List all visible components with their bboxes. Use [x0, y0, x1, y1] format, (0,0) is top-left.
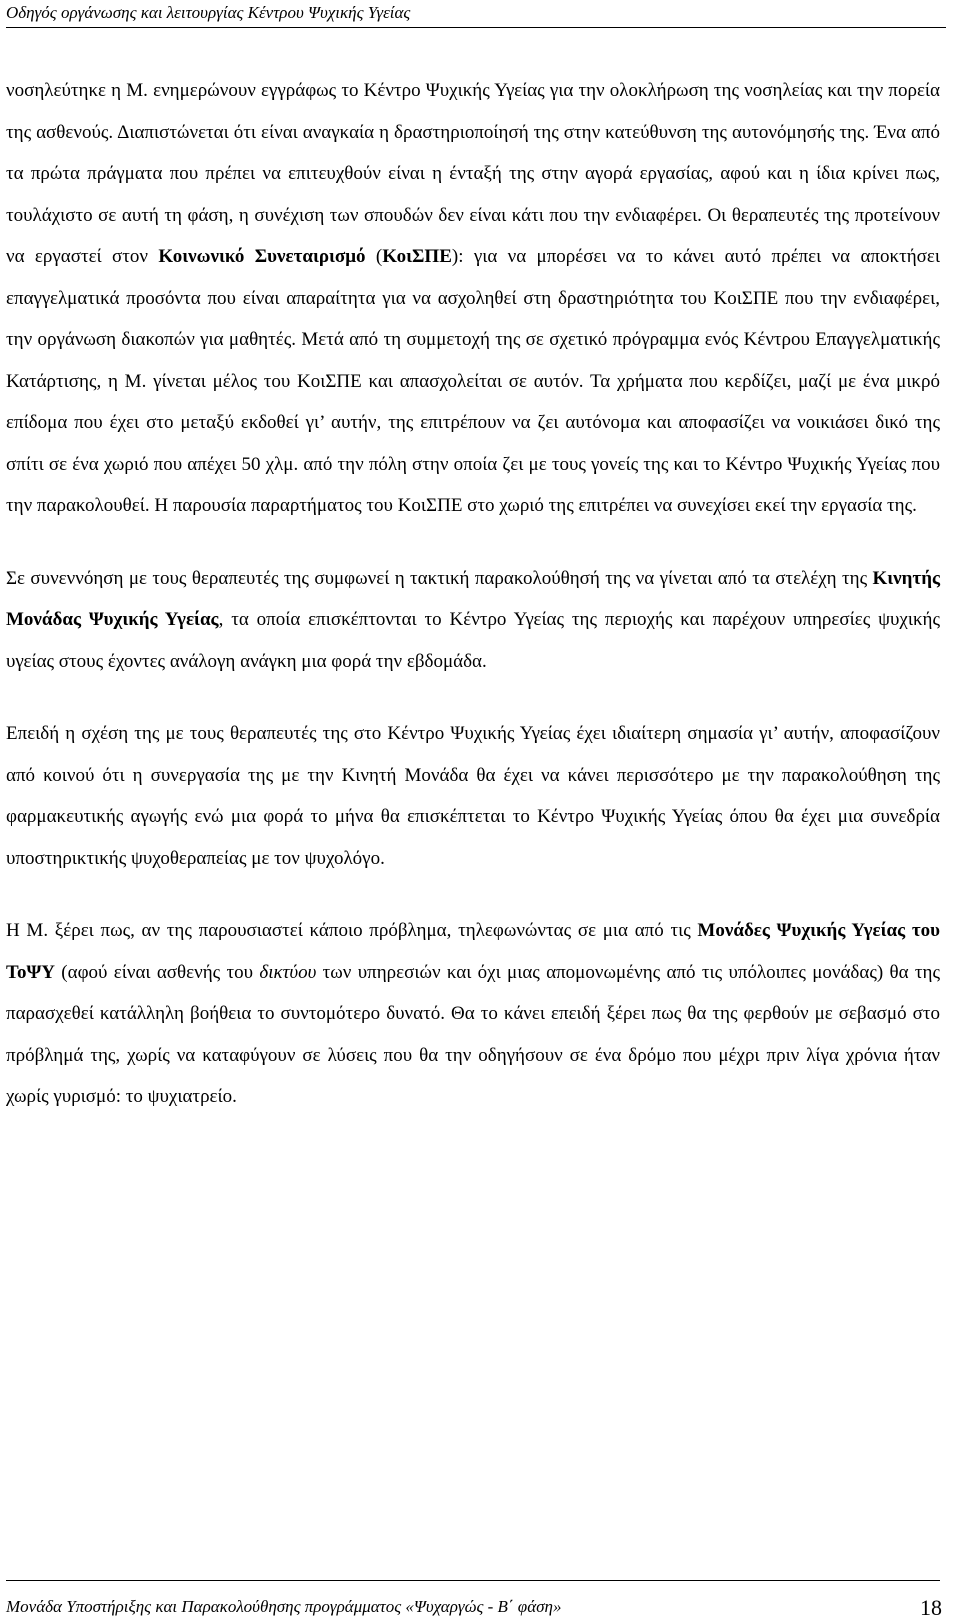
paragraph-1-text-a: νοσηλεύτηκε η Μ. ενημερώνουν εγγράφως το Κέντρο Ψυχικής Υγείας για την ολοκλήρωση της νοσηλείας και την πορεία της ασθενούς. Διαπιστώνεται ότι είναι αναγκαία η δραστηριοποίησή της στην κατεύθυνση της αυτονόμησής της. Ένα από τα πρώτα πράγματα που πρέπει να επιτευχθούν είναι η ένταξή της στην αγορά εργασίας, αφού και η ίδια κρίνει πως, τουλάχιστο σε αυτή τη φάση, η συνέχιση των σπουδών δεν είναι κάτι που την ενδιαφέρει. Οι θεραπευτές της προτείνουν να εργαστεί στον: [6, 80, 940, 267]
page-number: 18: [920, 1595, 942, 1620]
paragraph-1-text-c: (: [365, 246, 383, 267]
paragraph-4-text-d: των υπηρεσιών και όχι μιας απομονωμένης από τις υπόλοιπες μονάδας) θα της παρασχεθεί κατάλληλη βοήθεια το συντομότερο δυνατό. Θα το κάνει επειδή ξέρει πως θα της φερθούν με σεβασμό στο πρόβλημά της, χωρίς να καταφύγουν σε λύσεις που θα την οδηγήσουν σε ένα δρόμο που μέχρι πριν λίγα χρόνια ήταν χωρίς γυρισμό: το ψυχιατρείο.: [6, 961, 940, 1107]
paragraph-3-text-a: Επειδή η σχέση της με τους θεραπευτές της στο Κέντρο Ψυχικής Υγείας έχει ιδιαίτερη σημασία γι’ αυτήν, αποφασίζουν από κοινού ότι η συνεργασία της με την Κινητή Μονάδα θα έχει να κάνει περισσότερο με την παρακολούθηση της φαρμακευτικής αγωγής ενώ μια φορά το μήνα θα επισκέπτεται το Κέντρο Ψυχικής Υγείας όπου θα έχει μια συνεδρία υποστηρικτικής ψυχοθεραπείας με τον ψυχολόγο.: [6, 723, 940, 869]
footer-rule: [6, 1580, 940, 1581]
document-body: [6, 70, 940, 1149]
paragraph-2-text-c: , τα οποία επισκέπτονται το Κέντρο Υγείας της περιοχής και παρέχουν υπηρεσίες ψυχικής υγείας στους έχοντες ανάλογη ανάγκη μια φορά την εβδομάδα.: [6, 609, 940, 672]
footer-text: Μονάδα Υποστήριξης και Παρακολούθησης προγράμματος «Ψυχαργώς - Β΄ φάση»: [6, 1597, 562, 1616]
paragraph-4-text-a: Η Μ. ξέρει πως, αν της παρουσιαστεί κάποιο πρόβλημα, τηλεφωνώντας σε μια από τις: [6, 920, 698, 941]
paragraph-3: [6, 713, 940, 879]
kiniti-monada-bold: Κινητής Μονάδας Ψυχικής Υγείας: [6, 567, 940, 630]
paragraph-2: [6, 558, 940, 683]
monades-psyxikis-ygeias-bold: Μονάδες Ψυχικής Υγείας του ΤοΨΥ: [6, 920, 941, 983]
paragraph-1-text-d: ): για να μπορέσει να το κάνει αυτό πρέπει να αποκτήσει επαγγελματικά προσόντα που είναι απαραίτητα για να ασχοληθεί στη δραστηριότητα του ΚοιΣΠΕ που την ενδιαφέρει, την οργάνωση διακοπών για μαθητές. Μετά από τη συμμετοχή της σε σχετικό πρόγραμμα ενός Κέντρου Επαγγελματικής Κατάρτισης, η Μ. γίνεται μέλος του ΚοιΣΠΕ και απασχολείται σε αυτόν. Τα χρήματα που κερδίζει, μαζί με ένα μικρό επίδομα που έχει στο μεταξύ εκδοθεί γι’ αυτήν, της επιτρέπουν να ζει αυτόνομα και αποφασίζει να νοικιάσει δικό της σπίτι σε ένα χωριό που απέχει 50 χλμ. από την πόλη στην οποία ζει με τους γονείς της και το Κέντρο Ψυχικής Υγείας που την παρακολουθεί. Η παρουσία παραρτήματος του ΚοιΣΠΕ στο χωριό της επιτρέπει να συνεχίσει εκεί την εργασία της.: [6, 246, 940, 516]
paragraph-4: [6, 910, 940, 1118]
koinoniko-synetairismo-bold: Κοινωνικό Συνεταιρισμό: [158, 246, 366, 267]
paragraph-4-text-c: (αφού είναι ασθενής του: [54, 961, 260, 983]
paragraph-1: [6, 70, 940, 527]
koispe-bold: ΚοιΣΠΕ: [382, 246, 452, 267]
running-header: [6, 0, 946, 28]
paragraph-2-text-a: Σε συνεννόηση με τους θεραπευτές της συμφωνεί η τακτική παρακολούθησή της να γίνεται από τα στελέχη της: [6, 567, 873, 589]
header-title: Οδηγός οργάνωσης και λειτουργίας Κέντρου Ψυχικής Υγείας: [6, 3, 411, 22]
diktyou-italic: δικτύου: [259, 961, 317, 983]
running-footer: [6, 1596, 940, 1618]
